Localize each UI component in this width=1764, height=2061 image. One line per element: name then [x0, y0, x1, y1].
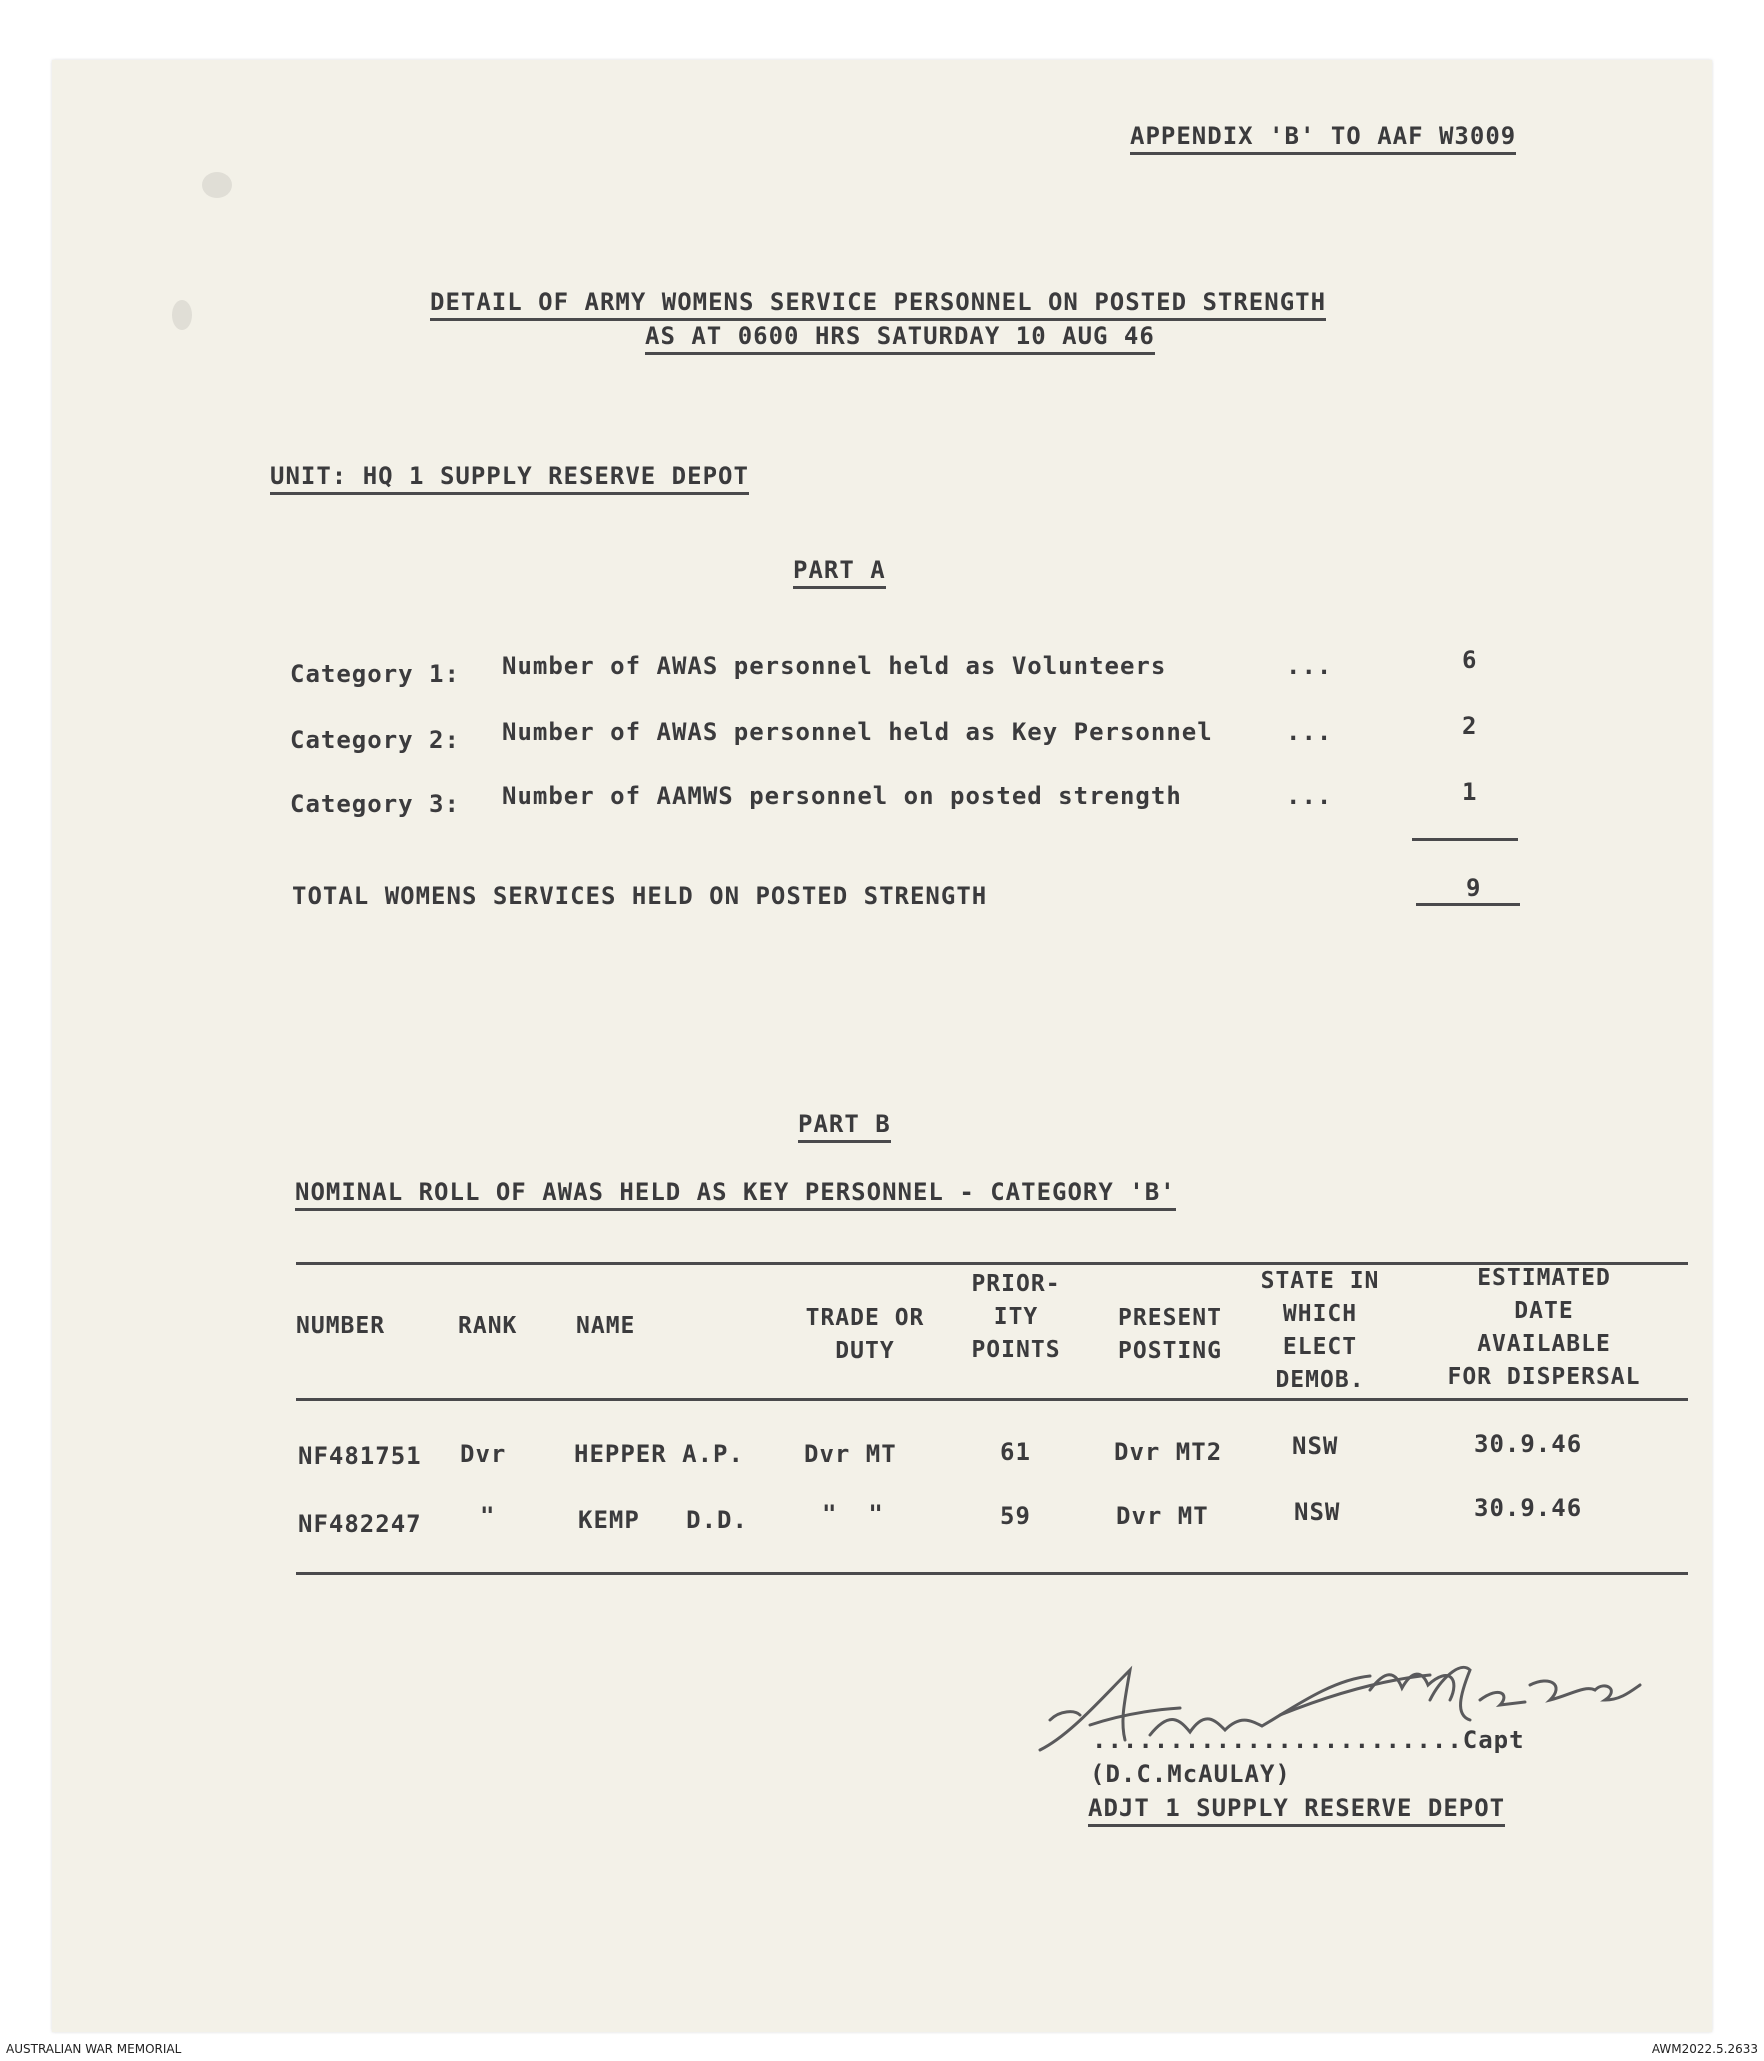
cell-trade: Dvr MT [804, 1440, 897, 1468]
cell-rank: " [480, 1502, 496, 1530]
footer-accession-number: AWM2022.5.2633 [1651, 2042, 1758, 2056]
cell-name: HEPPER A.P. [574, 1440, 744, 1468]
leader-dots: ... [1286, 652, 1333, 680]
column-header-trade: TRADE OR DUTY [805, 1305, 925, 1364]
paper-blemish [172, 300, 192, 330]
total-value: 9 [1466, 874, 1482, 902]
column-header-number: NUMBER [296, 1313, 386, 1339]
category-description: Number of AWAS personnel held as Volunteers [502, 652, 1167, 680]
paper-blemish [202, 172, 232, 198]
cell-points: 59 [1000, 1502, 1031, 1530]
cell-trade: " " [822, 1500, 884, 1528]
column-header-name: NAME [576, 1313, 636, 1339]
category-label: Category 1: [290, 660, 460, 688]
column-header-state: STATE IN WHICH ELECT DEMOB. [1260, 1268, 1380, 1393]
column-header-points: PRIOR- ITY POINTS [971, 1271, 1061, 1363]
cell-number: NF482247 [298, 1510, 422, 1538]
unit-heading: UNIT: HQ 1 SUPPLY RESERVE DEPOT [270, 462, 749, 495]
category-description: Number of AAMWS personnel on posted strength [502, 782, 1182, 810]
signatory-name: (D.C.McAULAY) [1090, 1760, 1291, 1788]
document-title-line1: DETAIL OF ARMY WOMENS SERVICE PERSONNEL ON POSTED STRENGTH [430, 288, 1326, 321]
appendix-reference: APPENDIX 'B' TO AAF W3009 [1130, 122, 1516, 155]
cell-date: 30.9.46 [1474, 1494, 1583, 1522]
column-header-posting: PRESENT POSTING [1118, 1305, 1222, 1364]
table-bottom-rule [296, 1572, 1688, 1575]
cell-posting: Dvr MT2 [1114, 1438, 1223, 1466]
footer-source-label: AUSTRALIAN WAR MEMORIAL [6, 2042, 182, 2056]
category-label: Category 3: [290, 790, 460, 818]
total-rule [1416, 903, 1520, 906]
part-b-subheading: NOMINAL ROLL OF AWAS HELD AS KEY PERSONNEL - CATEGORY 'B' [295, 1178, 1176, 1211]
category-description: Number of AWAS personnel held as Key Personnel [502, 718, 1213, 746]
category-count: 1 [1462, 778, 1478, 806]
category-count: 2 [1462, 712, 1478, 740]
cell-name: KEMP D.D. [578, 1506, 748, 1534]
leader-dots: ... [1286, 718, 1333, 746]
leader-dots: ... [1286, 782, 1333, 810]
document-title-line2: AS AT 0600 HRS SATURDAY 10 AUG 46 [645, 322, 1155, 355]
total-label: TOTAL WOMENS SERVICES HELD ON POSTED STRENGTH [292, 882, 988, 910]
cell-date: 30.9.46 [1474, 1430, 1583, 1458]
signatory-title: ADJT 1 SUPPLY RESERVE DEPOT [1088, 1794, 1505, 1827]
cell-state: NSW [1292, 1432, 1339, 1460]
category-label: Category 2: [290, 726, 460, 754]
cell-points: 61 [1000, 1438, 1031, 1466]
signature-line: ........................Capt [1092, 1726, 1525, 1754]
cell-number: NF481751 [298, 1442, 422, 1470]
column-header-date: ESTIMATED DATE AVAILABLE FOR DISPERSAL [1447, 1265, 1641, 1390]
part-b-heading: PART B [798, 1110, 891, 1143]
cell-rank: Dvr [460, 1440, 507, 1468]
cell-state: NSW [1294, 1498, 1341, 1526]
column-header-rank: RANK [458, 1313, 518, 1339]
category-count: 6 [1462, 646, 1478, 674]
subtotal-rule [1412, 838, 1518, 841]
part-a-heading: PART A [793, 556, 886, 589]
cell-posting: Dvr MT [1116, 1502, 1209, 1530]
header-rule [296, 1398, 1688, 1401]
